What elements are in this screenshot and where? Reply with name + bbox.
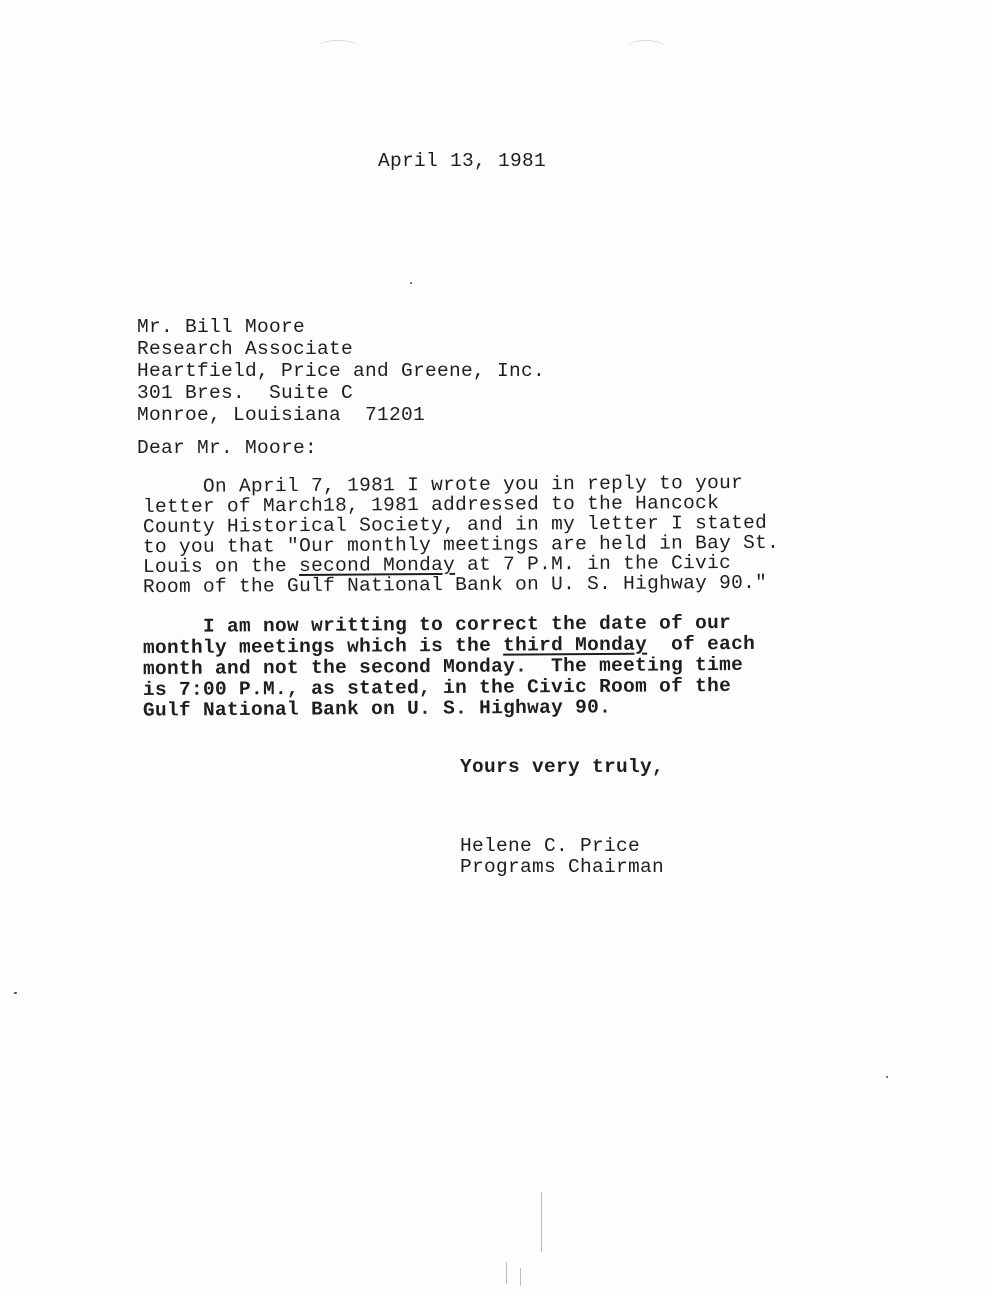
scan-artifact-top-right [628,40,664,53]
recipient-name: Mr. Bill Moore [137,316,306,338]
paragraph-one-line: to you that "Our monthly meetings are held in Bay St. [142,531,780,559]
paragraph-two-line: I am now writting to correct the date of our [142,611,732,639]
scan-speck [410,282,412,284]
paragraph-one-text: at 7 P.M. in the Civic [454,551,732,576]
paragraph-two-line: is 7:00 P.M., as stated, in the Civic Room of the [142,674,732,702]
paragraph-one-line: On April 7, 1981 I wrote you in reply to your [142,471,744,499]
signer-title: Programs Chairman [460,856,665,878]
scan-speck [14,992,17,994]
scan-speck [886,1076,888,1078]
paragraph-two-line: month and not the second Monday. The meeting time [142,653,744,681]
letter-date: April 13, 1981 [378,150,547,172]
scan-artifact-bottom [506,1262,507,1284]
paragraph-one-line: County Historical Society, and in my letter I stated [142,511,768,539]
paragraph-two-text: of each [647,632,756,656]
underlined-third-monday: third Monday [502,633,648,657]
paragraph-one-line: Room of the Gulf National Bank on U. S. Highway 90." [142,571,768,599]
closing: Yours very truly, [460,756,665,778]
recipient-company: Heartfield, Price and Greene, Inc. [137,360,546,382]
paragraph-one-line: letter of March18, 1981 addressed to the Hancock [142,491,720,519]
signer-name: Helene C. Price [460,835,641,857]
recipient-street: 301 Bres. Suite C [137,382,354,404]
scan-artifact-bottom [520,1268,521,1286]
salutation: Dear Mr. Moore: [137,437,318,459]
paragraph-one-text: Louis on the [142,554,300,579]
underlined-second-monday: second Monday [298,553,456,577]
scan-artifact-top-left [318,40,358,53]
scan-artifact-bottom [541,1192,542,1252]
recipient-title: Research Associate [137,338,354,360]
paragraph-two-text: monthly meetings which is the [142,634,504,660]
paragraph-two-line: Gulf National Bank on U. S. Highway 90. [142,696,612,722]
recipient-city: Monroe, Louisiana 71201 [137,404,426,426]
